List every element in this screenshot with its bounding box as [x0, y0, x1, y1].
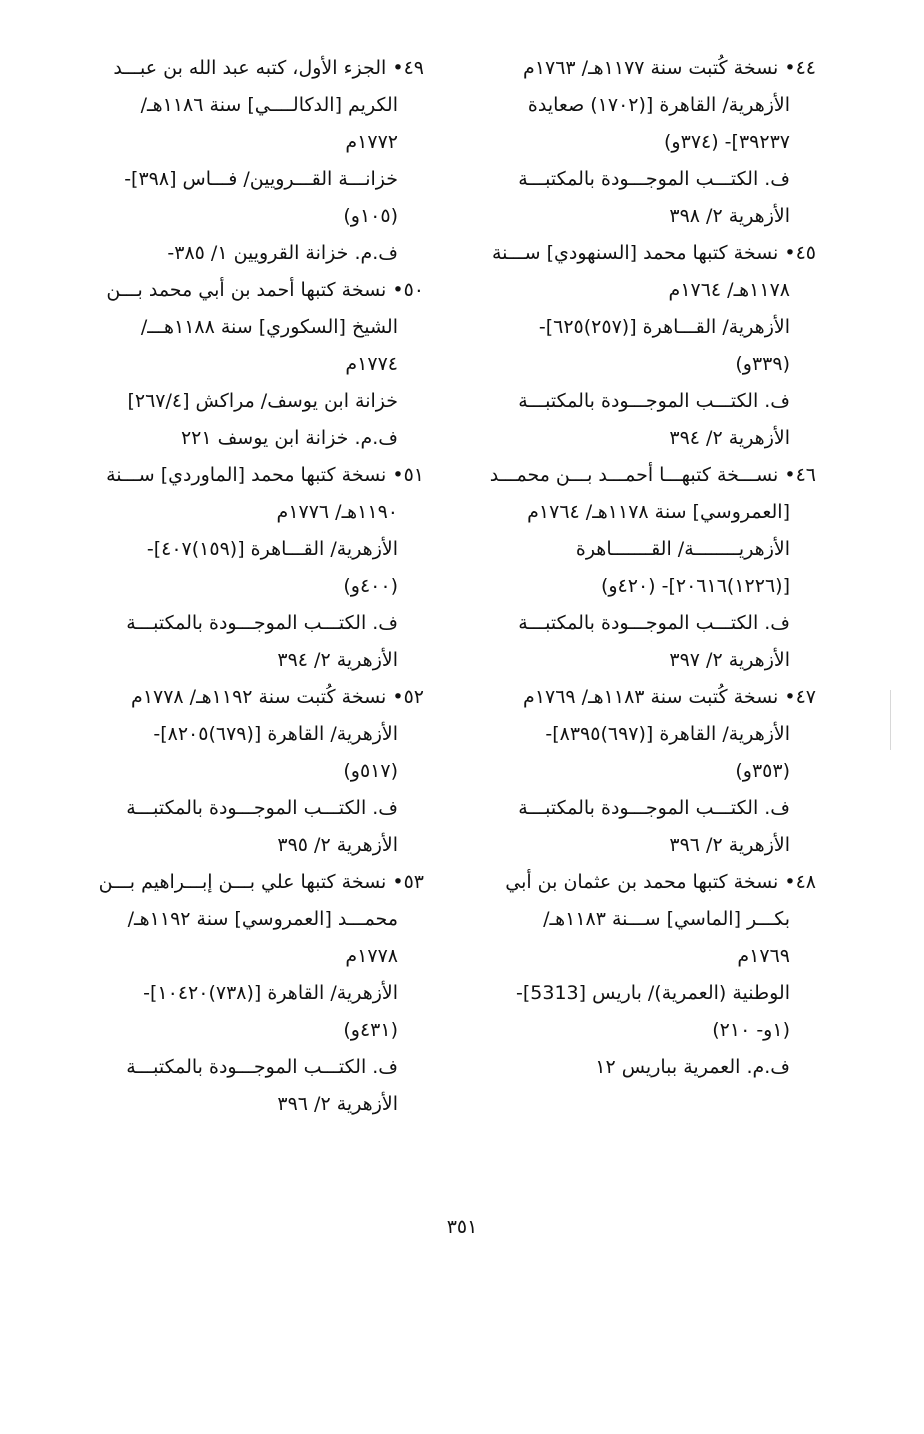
entry-line: (٤٣١و) [343, 1019, 398, 1041]
entry-heading: ٤٩• الجزء الأول، كتبه عبد الله بن عبـــد [113, 57, 424, 79]
entry-line: محمـــد [العمروسي] سنة ١١٩٢هـ/ [127, 908, 398, 930]
entry-line: بكـــر [الماسي] ســـنة ١١٨٣هـ/ [543, 908, 790, 930]
entry-line: ١٧٧٢م [345, 131, 398, 153]
entry-line: ف. الكتـــب الموجـــودة بالمكتبـــة [518, 168, 790, 190]
entry-line: الكريم [الدكالــــي] سنة ١١٨٦هـ/ [140, 94, 398, 116]
entry-heading: ٥٠• نسخة كتبها أحمد بن أبي محمد بـــن [106, 279, 424, 301]
entry-line: (١و- ٢١٠) [712, 1019, 790, 1041]
entry-line: ف. الكتـــب الموجـــودة بالمكتبـــة [518, 390, 790, 412]
entry-line: (٤٠٠و) [343, 575, 398, 597]
entry-line: ١١٧٨هـ/ ١٧٦٤م [668, 279, 790, 301]
entry-line: (١٠٥و) [343, 205, 398, 227]
entry-line: الأزهرية ٢/ ٣٩٨ [669, 205, 790, 227]
entry-line: الأزهرية ٢/ ٣٩٤ [669, 427, 790, 449]
entry-line: (٣٥٣و) [735, 760, 790, 782]
entry-line: ف. الكتـــب الموجـــودة بالمكتبـــة [126, 1056, 398, 1078]
entry-heading: ٤٥• نسخة كتبها محمد [السنهودي] ســـنة [492, 242, 816, 264]
entry-line: ف. الكتـــب الموجـــودة بالمكتبـــة [126, 612, 398, 634]
entry-line: ف. الكتـــب الموجـــودة بالمكتبـــة [126, 797, 398, 819]
entry-line: [(١٢٢٦)٢٠٦١٦]- (٤٢٠و) [600, 575, 790, 597]
entry-line: الأزهرية/ القاهرة [(١٧٠٢) صعايدة [527, 94, 790, 116]
scan-artifact [890, 690, 891, 750]
entry-heading: ٤٦• نســـخة كتبهـــا أحمـــد بـــن محمـــد [489, 464, 816, 486]
entry-heading: ٤٨• نسخة كتبها محمد بن عثمان بن أبي [505, 871, 816, 893]
entry-line: الأزهرية/ القاهرة [(٦٧٩)٨٢٠٥]- [153, 723, 398, 745]
entry-line: ٣٩٢٣٧]- (٣٧٤و) [664, 131, 790, 153]
right-column [456, 50, 816, 1086]
entry-heading: ٤٧• نسخة كُتبت سنة ١١٨٣هـ/ ١٧٦٩م [523, 686, 816, 708]
entry-line: ف.م. خزانة القرويين ١/ ٣٨٥- [167, 242, 398, 264]
entry-line: خزانـــة القـــرويين/ فـــاس [٣٩٨]- [124, 168, 398, 190]
entry-line: الأزهرية ٢/ ٣٩٦ [669, 834, 790, 856]
entry-line: خزانة ابن يوسف/ مراكش [٢٦٧/٤] [127, 390, 398, 412]
left-column [64, 50, 424, 1123]
entry-line: (٣٣٩و) [735, 353, 790, 375]
entry-line: الأزهريــــــــة/ القـــــــاهرة [575, 538, 790, 560]
entry-line: ١٧٧٤م [345, 353, 398, 375]
entry-line: الشيخ [السكوري] سنة ١١٨٨هـــ/ [140, 316, 398, 338]
entry-line: [العمروسي] سنة ١١٧٨هـ/ ١٧٦٤م [527, 501, 790, 523]
entry-line: الأزهرية/ القـــاهرة [(١٥٩)٤٠٧]- [146, 538, 398, 560]
entry-line: ١٧٦٩م [737, 945, 790, 967]
entry-heading: ٥٢• نسخة كُتبت سنة ١١٩٢هـ/ ١٧٧٨م [131, 686, 424, 708]
entry-line: ف.م. العمرية بباريس ١٢ [595, 1056, 790, 1078]
entry-line: ف. الكتـــب الموجـــودة بالمكتبـــة [518, 797, 790, 819]
entry-line: الأزهرية ٢/ ٣٩٥ [277, 834, 398, 856]
entry-line: ف. الكتـــب الموجـــودة بالمكتبـــة [518, 612, 790, 634]
entry-line: ف.م. خزانة ابن يوسف ٢٢١ [180, 427, 398, 449]
entry-heading: ٥١• نسخة كتبها محمد [الماوردي] ســـنة [106, 464, 424, 486]
entry-line: ١٧٧٨م [345, 945, 398, 967]
entry-line: الوطنية (العمرية)/ باريس [5313]- [516, 982, 790, 1004]
entry-heading: ٥٣• نسخة كتبها علي بـــن إبـــراهيم بـــن [98, 871, 424, 893]
entry-line: الأزهرية ٢/ ٣٩٦ [277, 1093, 398, 1115]
entry-heading: ٤٤• نسخة كُتبت سنة ١١٧٧هـ/ ١٧٦٣م [523, 57, 816, 79]
entry-line: الأزهرية/ القاهرة [(٦٩٧)٨٣٩٥]- [545, 723, 790, 745]
entry-line: الأزهرية/ القـــاهرة [(٢٥٧)٦٢٥]- [538, 316, 790, 338]
entry-line: (٥١٧و) [343, 760, 398, 782]
entry-line: الأزهرية ٢/ ٣٩٤ [277, 649, 398, 671]
entry-line: الأزهرية/ القاهرة [(٧٣٨)١٠٤٢٠]- [143, 982, 398, 1004]
entry-line: ١١٩٠هـ/ ١٧٧٦م [276, 501, 398, 523]
entry-line: الأزهرية ٢/ ٣٩٧ [669, 649, 790, 671]
page-number: ٣٥١ [446, 1216, 478, 1238]
